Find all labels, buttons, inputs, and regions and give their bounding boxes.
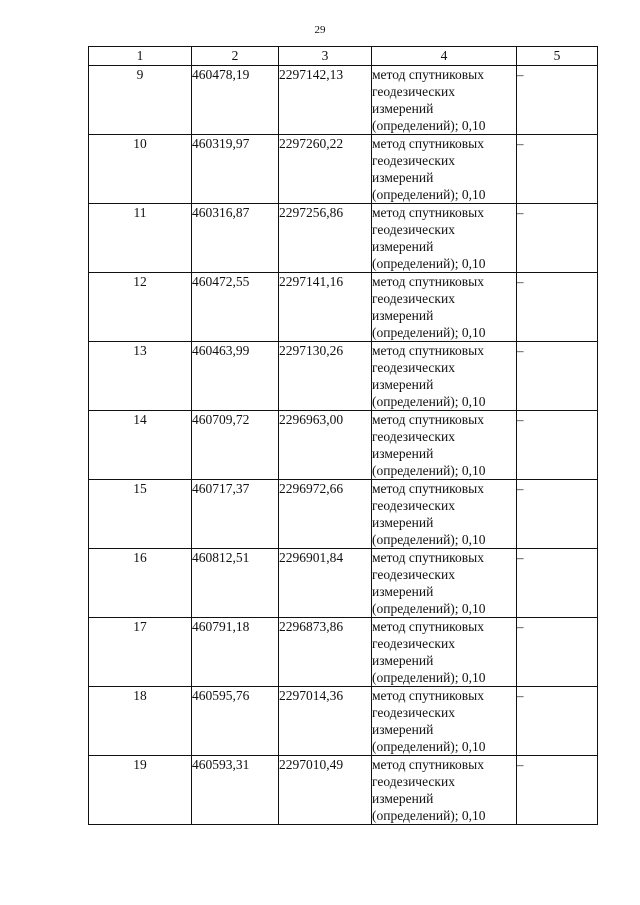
note-dash: – [517, 343, 524, 358]
note-cell [517, 549, 598, 618]
table-body [89, 66, 598, 825]
x-coordinate-cell: 460463,99 [192, 342, 279, 411]
page-number: 29 [314, 24, 326, 36]
header-row [89, 47, 598, 66]
point-number-cell: 11 [89, 204, 192, 273]
note-dash: – [517, 205, 524, 220]
table-row [89, 204, 598, 273]
point-number-cell: 14 [89, 411, 192, 480]
y-coordinate-cell: 2297141,16 [279, 273, 372, 342]
y-coordinate-cell: 2297130,26 [279, 342, 372, 411]
table-row [89, 273, 598, 342]
note-dash: – [517, 757, 524, 772]
note-dash: – [517, 136, 524, 151]
note-dash: – [517, 274, 524, 289]
point-number-cell: 19 [89, 756, 192, 825]
note-dash: – [517, 67, 524, 82]
table-row [89, 135, 598, 204]
y-coordinate-cell: 2297010,49 [279, 756, 372, 825]
point-number-cell: 12 [89, 273, 192, 342]
note-cell [517, 687, 598, 756]
note-dash: – [517, 412, 524, 427]
table-row [89, 66, 598, 135]
note-cell [517, 480, 598, 549]
method-accuracy-cell: метод спутниковых геодезических измерений (определений); 0,10 [372, 204, 517, 273]
note-cell [517, 273, 598, 342]
table-row [89, 687, 598, 756]
x-coordinate-cell: 460593,31 [192, 756, 279, 825]
table-row [89, 411, 598, 480]
method-accuracy-cell: метод спутниковых геодезических измерений (определений); 0,10 [372, 135, 517, 204]
note-cell [517, 618, 598, 687]
method-accuracy-cell: метод спутниковых геодезических измерений (определений); 0,10 [372, 480, 517, 549]
table-row [89, 342, 598, 411]
method-accuracy-cell: метод спутниковых геодезических измерений (определений); 0,10 [372, 549, 517, 618]
method-accuracy-cell: метод спутниковых геодезических измерений (определений); 0,10 [372, 618, 517, 687]
point-number-cell: 17 [89, 618, 192, 687]
x-coordinate-cell: 460791,18 [192, 618, 279, 687]
note-dash: – [517, 481, 524, 496]
point-number-cell: 10 [89, 135, 192, 204]
y-coordinate-cell: 2297260,22 [279, 135, 372, 204]
y-coordinate-cell: 2296901,84 [279, 549, 372, 618]
point-number-cell: 18 [89, 687, 192, 756]
x-coordinate-cell: 460709,72 [192, 411, 279, 480]
note-cell [517, 756, 598, 825]
table-row [89, 549, 598, 618]
header-cell-4: 4 [372, 47, 517, 66]
header-cell-2: 2 [192, 47, 279, 66]
y-coordinate-cell: 2296963,00 [279, 411, 372, 480]
point-number-cell: 13 [89, 342, 192, 411]
y-coordinate-cell: 2296873,86 [279, 618, 372, 687]
header-cell-1: 1 [89, 47, 192, 66]
note-cell [517, 135, 598, 204]
note-dash: – [517, 619, 524, 634]
method-accuracy-cell: метод спутниковых геодезических измерений (определений); 0,10 [372, 342, 517, 411]
x-coordinate-cell: 460717,37 [192, 480, 279, 549]
method-accuracy-cell: метод спутниковых геодезических измерений (определений); 0,10 [372, 756, 517, 825]
point-number-cell: 15 [89, 480, 192, 549]
method-accuracy-cell: метод спутниковых геодезических измерений (определений); 0,10 [372, 273, 517, 342]
header-cell-3: 3 [279, 47, 372, 66]
table-row [89, 480, 598, 549]
table-row [89, 618, 598, 687]
x-coordinate-cell: 460812,51 [192, 549, 279, 618]
x-coordinate-cell: 460316,87 [192, 204, 279, 273]
method-accuracy-cell: метод спутниковых геодезических измерений (определений); 0,10 [372, 66, 517, 135]
point-number-cell: 16 [89, 549, 192, 618]
method-accuracy-cell: метод спутниковых геодезических измерений (определений); 0,10 [372, 411, 517, 480]
x-coordinate-cell: 460472,55 [192, 273, 279, 342]
x-coordinate-cell: 460478,19 [192, 66, 279, 135]
note-cell [517, 411, 598, 480]
note-dash: – [517, 688, 524, 703]
table-header [89, 47, 598, 66]
point-number-cell: 9 [89, 66, 192, 135]
note-cell [517, 204, 598, 273]
x-coordinate-cell: 460595,76 [192, 687, 279, 756]
y-coordinate-cell: 2297256,86 [279, 204, 372, 273]
note-dash: – [517, 550, 524, 565]
y-coordinate-cell: 2297014,36 [279, 687, 372, 756]
note-cell [517, 342, 598, 411]
y-coordinate-cell: 2296972,66 [279, 480, 372, 549]
y-coordinate-cell: 2297142,13 [279, 66, 372, 135]
table-row [89, 756, 598, 825]
x-coordinate-cell: 460319,97 [192, 135, 279, 204]
note-cell [517, 66, 598, 135]
coordinates-table [88, 46, 598, 825]
header-cell-5: 5 [517, 47, 598, 66]
method-accuracy-cell: метод спутниковых геодезических измерений (определений); 0,10 [372, 687, 517, 756]
